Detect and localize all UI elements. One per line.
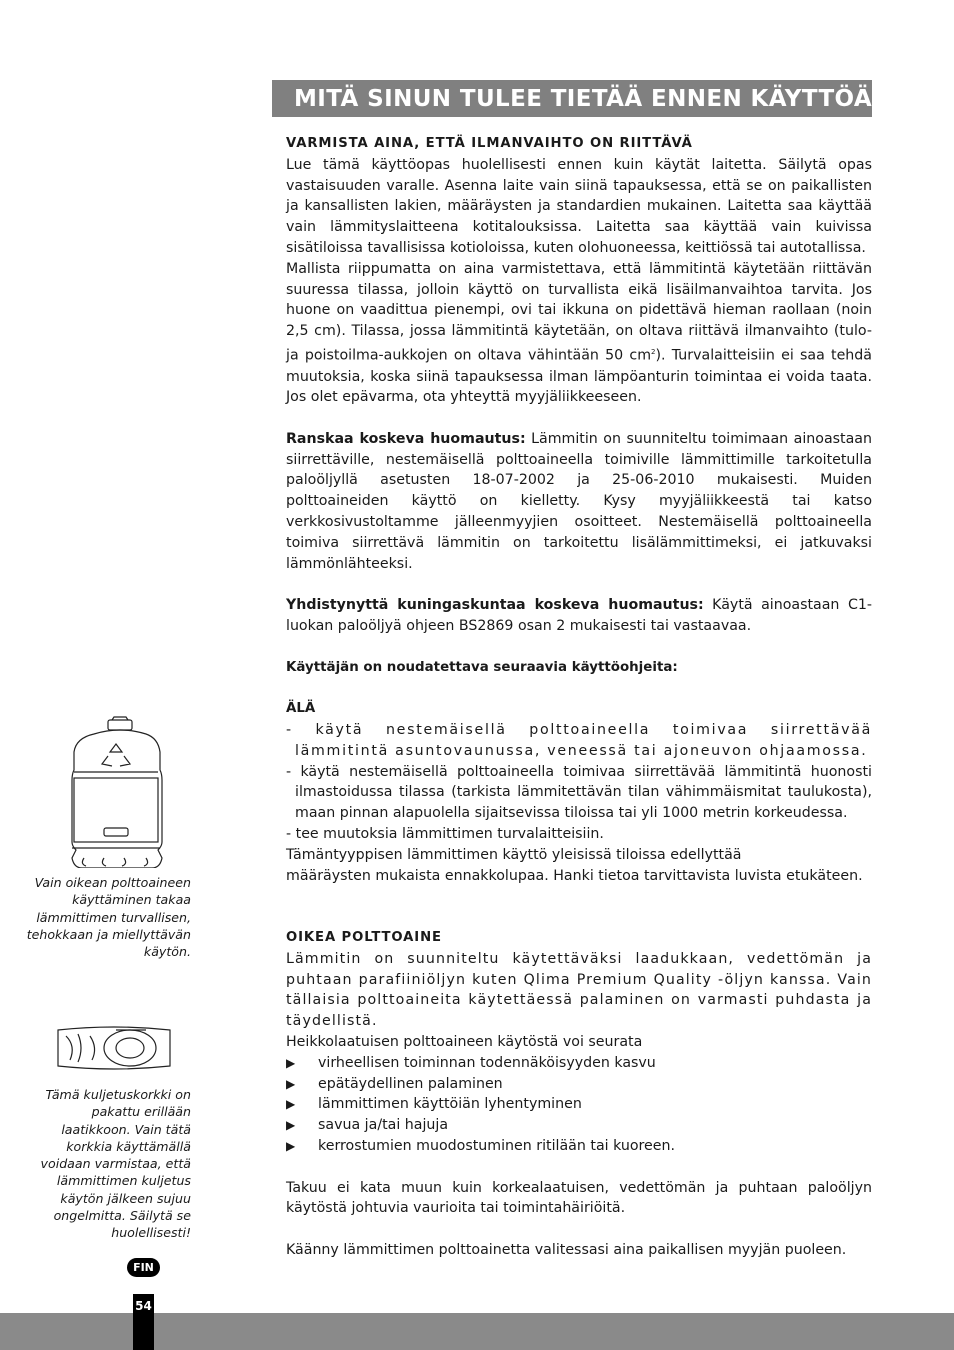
dont-item: - tee muutoksia lämmittimen turvalaitteisiin.: [286, 826, 604, 843]
arrow-right-icon: ▶: [286, 1097, 296, 1112]
ventilation-heading: VARMISTA AINA, ETTÄ ILMANVAIHTO ON RIITTÄVÄ: [286, 136, 693, 151]
ventilation-paragraph-1: Lue tämä käyttöopas huolellisesti ennen kuin käytät laitetta. Säilytä opas vastaisuuden varalle. Asenna laite vain siinä tapauksessa, että se on paikallisten ja kansallisten lakien, määräysten ja standardien mukainen. Laitetta saa käyttää vain lämmityslaitteena kotitalouksissa. Laitetta saa käyttää vain kuivissa sisätiloissa tavallisissa kotioloissa, kuten olohuoneessa, keittiössä tai autotallissa.: [286, 156, 872, 256]
dont-item: - käytä nestemäisellä polttoaineella toimivaa siirrettävää lämmitintä huonosti ilmastoidussa tilassa (tarkista lämmitettävän tilan vähimmäismitat taulukosta), maan pinnan alapuolella sijaitsevissa tiloissa tai yli 1000 metrin korkeudessa.: [286, 763, 872, 822]
fuel-lead: Heikkolaatuisen polttoaineen käytöstä voi seurata: [286, 1034, 643, 1050]
user-instructions-heading: Käyttäjän on noudatettava seuraavia käyttöohjeita:: [286, 659, 678, 675]
fuel-bullet: ▶ epätäydellinen palaminen: [286, 1074, 872, 1095]
fuel-bullet: ▶ lämmittimen käyttöiän lyhentyminen: [286, 1094, 872, 1115]
transport-cap-illustration: [54, 1022, 174, 1074]
fuel-bullet: ▶ kerrostumien muodostuminen ritilään tai kuoreen.: [286, 1136, 872, 1157]
fuel-paragraph: Lämmitin on suunniteltu käytettäväksi laadukkaan, vedettömän ja puhtaan parafiiniöljyn kuten Qlima Premium Quality -öljyn kanssa. Vain tällaisia polttoaineita käytettäessä palaminen on varmasti puhdasta ja täydellistä.: [286, 950, 872, 1030]
fuel-can-illustration: [64, 716, 172, 868]
arrow-right-icon: ▶: [286, 1138, 296, 1153]
ventilation-paragraph-2: Mallista riippumatta on aina varmistettava, että lämmitintä käytetään riittävän suuressa tilassa, jolloin käyttö on turvallista eikä lisäilmanvaihtoa tarvita. Jos huone on vaadittua pienempi, ovi tai ikkuna on pidettävä hieman raollaan (noin 2,5 cm). Tilassa, jossa lämmitintä käytetään, on oltava riittävä ilmanvaihto (tulo- ja poistoilma-aukkojen on oltava vähintään 50 $cm^2$). Turvalaitteisiin ei saa tehdä muutoksia, koska siinä tapauksessa ilman lämpöanturin toimintaa ei voida taata. Jos olet epävarma, ota yhteyttä myyjäliikkeeseen.: [286, 260, 872, 406]
arrow-right-icon: ▶: [286, 1076, 296, 1091]
uk-note: Yhdistynyttä kuningaskuntaa koskeva huomautus: Käytä ainoastaan C1-luokan paloöljyä ohjeen BS2869 osan 2 mukaisesti tai vastaavaa.: [286, 597, 872, 635]
fuel-caption: Vain oikean polttoaineen käyttäminen takaa lämmittimen turvallisen, tehokkaan ja miellyttävän käytön.: [26, 875, 191, 960]
dont-item: - käytä nestemäisellä polttoaineella toimivaa siirrettävää lämmitintä asuntovaunussa, veneessä tai ajoneuvon ohjaamossa.: [286, 722, 872, 759]
fuel-bullet: ▶ virheellisen toiminnan todennäköisyyden kasvu: [286, 1053, 872, 1074]
page-title: MITÄ SINUN TULEE TIETÄÄ ENNEN KÄYTTÖÄ: [272, 80, 872, 117]
language-badge: FIN: [127, 1258, 160, 1277]
french-note: Ranskaa koskeva huomautus: Lämmitin on suunniteltu toimimaan ainoastaan siirrettäville, nestemäisellä polttoaineella toimiville lämmittimille tarkoitetulla paloöljyllä asetusten 18-07-2002 ja 25-06-2010 mukaisesti. Muiden polttoaineiden käyttö on kielletty. Kysy myyjäliikkeestä tai katso verkkosivustoltamme jälleenmyyjien osoitteet. Nestemäisellä polttoaineella toimiva siirrettävä lämmitin on tarkoitettu lisälämmittimeksi, ei jatkuvaksi lämmönlähteeksi.: [286, 430, 872, 572]
permit-text: määräysten mukaista ennakkolupaa. Hanki tietoa tarvittavista luvista etukäteen.: [286, 867, 863, 884]
page-number: 54: [133, 1294, 154, 1350]
dont-heading: ÄLÄ: [286, 701, 316, 717]
transport-cap-caption: Tämä kuljetuskorkki on pakattu erillään laatikkoon. Vain tätä korkkia käyttämällä voidaan varmistaa, että lämmittimen kuljetus käytön jälkeen sujuu ongelmitta. Säilytä se huolellisesti!: [40, 1087, 191, 1241]
fuel-bullet: ▶ savua ja/tai hajuja: [286, 1115, 872, 1136]
main-content: [286, 134, 872, 1261]
dealer-text: Käänny lämmittimen polttoainetta valitessasi aina paikallisen myyjän puoleen.: [286, 1241, 847, 1258]
permit-text: Tämäntyyppisen lämmittimen käyttö yleisissä tiloissa edellyttää: [286, 846, 742, 863]
arrow-right-icon: ▶: [286, 1118, 296, 1133]
fuel-heading: OIKEA POLTTOAINE: [286, 930, 442, 946]
warranty-text: Takuu ei kata muun kuin korkealaatuisen, vedettömän ja puhtaan paloöljyn käytöstä johtuvia vaurioita tai toimintahäiriöitä.: [286, 1179, 872, 1217]
arrow-right-icon: ▶: [286, 1055, 296, 1070]
